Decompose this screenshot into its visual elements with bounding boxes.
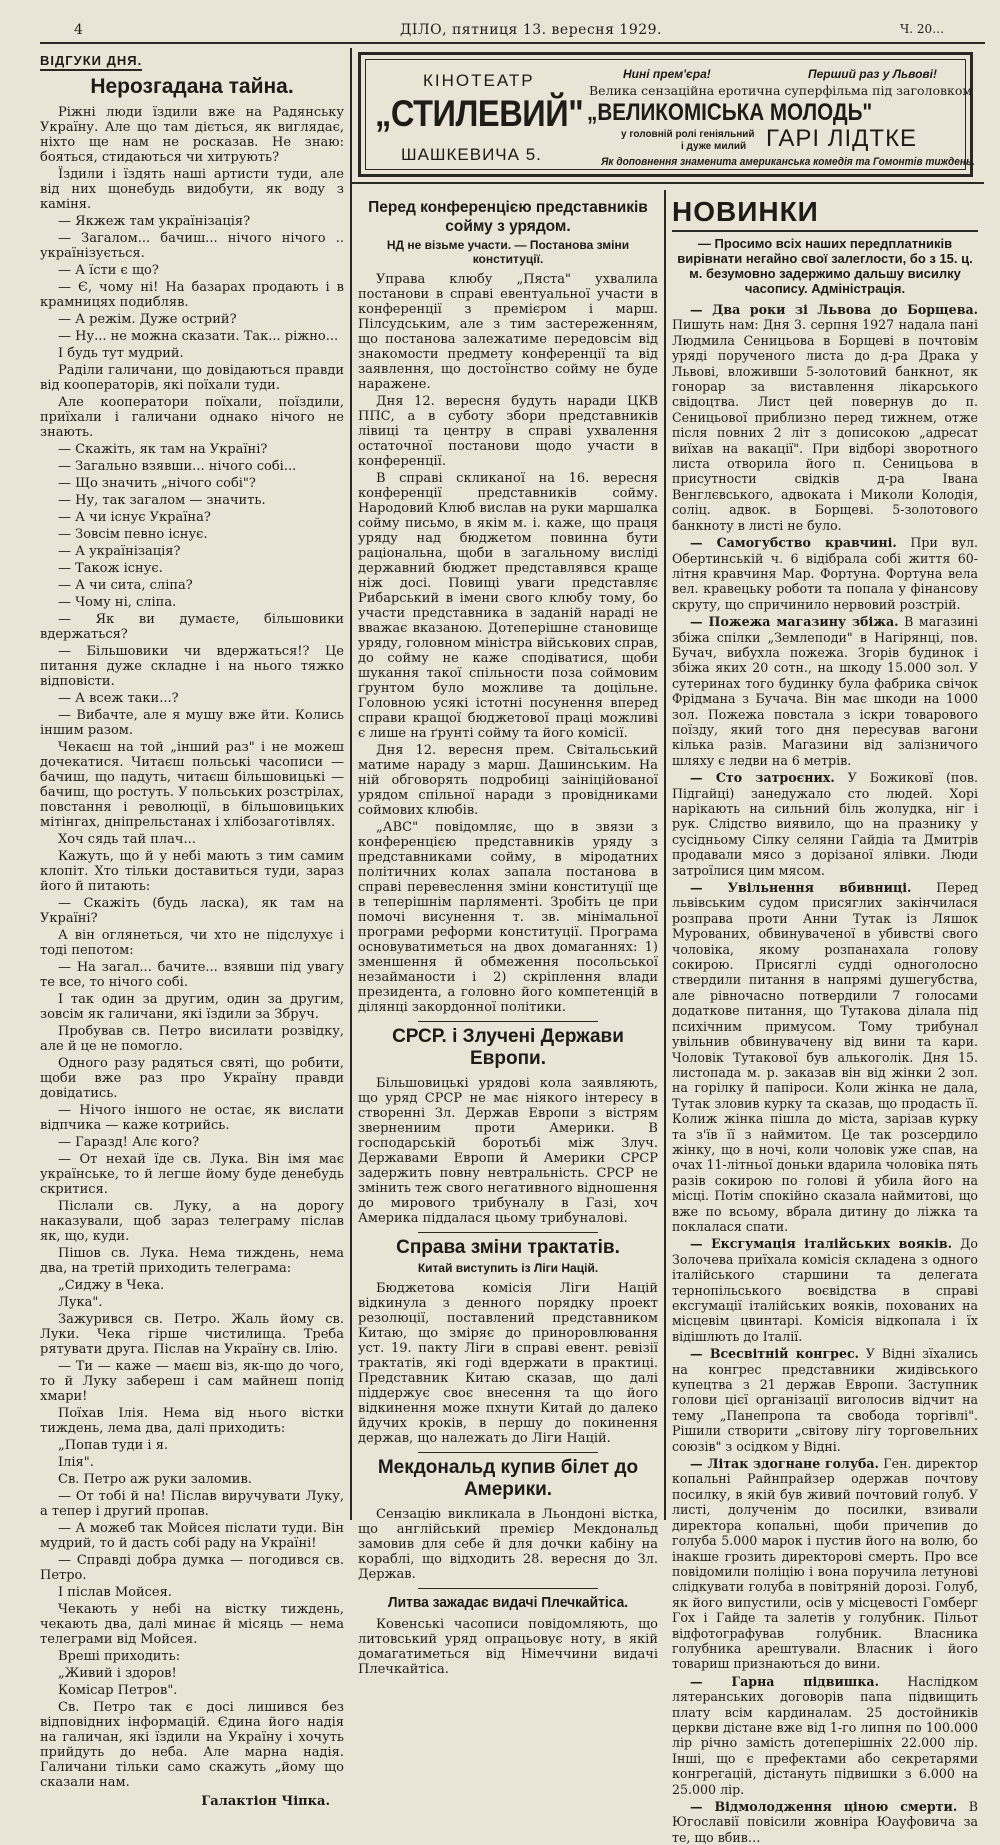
right-column [672,196,979,1845]
feuilleton-paragraph: І так один за другим, один за другим, зовсім як галичани, які їздили за Збруч. [40,992,344,1022]
news-section-title: НОВИНКИ [672,196,978,232]
news-item-text: При вул. Обертинській ч. 6 відібрала собі життя 60-літня кравчиня Мар. Фортуна. Фортуна вела вел. кравецьку роботи та попала у фінансову скруту, що спричинило нервовий розстрій. [672,535,978,612]
middle-column [358,198,659,1677]
article-5-headline: Литва зажадає видачі Плечкайтіса. [387,1594,629,1611]
news-item [672,302,978,533]
article-3-body [358,1281,658,1446]
ad-premiere: Нині прем'єра! [623,67,711,81]
feuilleton-paragraph: Їздили і їздять наші артисти туди, але від них щонебудь видобути, як воду з каміня. [40,167,344,212]
article-paragraph: Бюджетова комісія Ліги Націй відкинула з денного порядку проект резолюції, поставлений представником Китаю, що зміряє до приноровлювання уст. 19. пакту Ліги в справі евент. ревізії трактатів, які годі вдержати в практиці. Представник Китаю сказав, що далі піддержує своє внесення та що його відкинення може пхнути Китай до далеко йдучих кроків, в першу до покинення держав, що належать до Ліги Націй. [358,1281,658,1446]
feuilleton-paragraph: — Чому ні, сліпа. [58,595,177,610]
news-item-lead: — Два роки зі Львова до Борщева. [690,302,978,317]
feuilleton-paragraph: Пробував св. Петро висилати розвідку, але й це не помогло. [40,1024,344,1054]
feuilleton-paragraph: Хоч сядь тай плач... [58,832,196,847]
news-item-lead: — Увільнення вбивниці. [690,880,912,896]
news-item-text: Пишуть нам: Дня 3. серпня 1927 надала пані Людмила Сеницьова в Борщеві в почтовім уряді порученого листа до д-ра Драка у Львові, вложивши 5-золотовий банкнот, як гонорар за виставлення лікарського свідоцтва. Лист цей повернув до п. Сеницьової приблизно перед тижнем, отже після повних 2 літ з дописокою „адресат виїхав на вакації". При відборі зворотного листа отворила його п. Сеницьова в присутности свідків д-ра Івана Венглєвського, адвоката і Миколи Колодія, соліц. адвок. в Борщеві. 5-золотового банкноту в листі не було. [672,317,978,533]
feuilleton-paragraph: — Скажіть (будь ласка), як там на Україні? [40,896,344,926]
feuilleton-paragraph: — Якжеж там українізація? [58,214,251,229]
feuilleton-paragraph: — А можеб так Мойсея післати туди. Він мудрий, то й дасть собі раду на Україні! [40,1521,344,1551]
article-separator [418,1588,598,1589]
news-item-text: У Божиковї (пов. Підгайці) занедужало сто людей. Хорі нарікають на сильний біль жолудка, ніг і рук. Слідство виявило, що на празнику у сусідньому Сілку селяни Гайдіа та Дмитрів продавали мясо з дорізаної ялівки. Люди затроїлися цим мясом. [672,770,979,878]
news-item-lead: — Літак здогнане голуба. [690,1456,879,1472]
article-4-headline: Мекдональд купив білет до Америки. [377,1457,639,1500]
news-item-lead: — Пожежа магазину збіжа. [690,614,899,630]
news-item-lead: — Самогубство кравчині. [690,535,897,551]
feuilleton-body [40,105,344,1790]
feuilleton-paragraph: — А українізація? [58,544,181,559]
article-paragraph: Сензацію викликала в Льондоні вістка, що англійський премієр Мекдональд замовив для себе й для дочки кабіну на кораблі, що відходить 28. вересня до Зл. Держав. [358,1507,658,1582]
article-paragraph: В справі скликаної на 16. вересня конференції представників сойму. Народовий Клюб вислав на руки маршалка сойму письмо, в якім м. і. каже, що праця уряду над бюджетом повинна бути раціональна, щоби в загальному висліді державний бюджет представлявся краще ніж досі. Повищі уваги представляє Рибарський в імени свого клюбу тому, бо участи представника в заданій нараді не вважає вказаною. Дотеперішне становище уряду, головном міністра військових справ, до сойму не каже сподіватися, щоби шукання такої спільности поза соймовим ґрунтом було можливе та доцільне. Головною усякі істотні посунення вперед справи кращої бюджетової праці можливі є лише на ґрунті сойму та його комісії. [358,471,659,741]
article-5-body [358,1617,658,1677]
article-paragraph: „АВС" повідомляє, що в звязи з конференцією представників уряду з представниками сойму, в міродатних політичних колах запала постанова в справі перевеслення зміни конституції ще в теперішнім парляменті. Зробіть це при помочі висунення т. зв. мінімальної програми реформи конституції. Програма основуватиметься на двох домаганнях: 1) зменшення й обмеження посольської незайманости і 2) скріплення влади президента, а головно його компетенцій в ділянці закордонної політики. [358,820,658,1015]
ad-cinema-name: „СТИЛЕВИЙ" [375,93,584,134]
feuilleton-paragraph: — Нічого іншого не остає, як вислати відпчика — каже котрийсь. [40,1103,344,1133]
feuilleton-paragraph: „Попав туди і я. [58,1438,169,1453]
section-title: ВІДГУКИ ДНЯ. [40,53,142,71]
article-separator [418,1021,598,1022]
feuilleton-paragraph: „Сиджу в Чека. [58,1278,165,1293]
article-1-subhead: НД не візьме участи. — Постанова зміни конституції. [386,238,630,266]
feuilleton-paragraph: Вреші приходить: [58,1649,181,1664]
feuilleton-paragraph: Комісар Петров". [58,1683,178,1698]
ad-cinema-label: КІНОТЕАТР [423,71,535,90]
feuilleton-paragraph: Післали св. Луку, а на дорогу наказували, щоб зараз телеграму післав як, що, куди. [40,1199,344,1244]
ad-first-time: Перший раз у Львові! [808,67,937,81]
ad-role-note-2: і дуже милий [681,141,747,152]
feuilleton-paragraph: Зажурився св. Петро. Жаль йому св. Луки. Чека гірше чистилища. Треба рятувати друга. Післав на Україну св. Ілію. [40,1312,344,1357]
article-paragraph: Дня 12. вересня прем. Світальський матиме нараду з марш. Дашинським. На ній обговорять подробиці заініційованої урядом спільної наради з провідниками соймових клюбів. [358,743,658,818]
feuilleton-paragraph: Чекаєш на той „інший раз" і не можеш дочекатися. Читаєш польські часописи — бачиш, що падуть, читаєш більшовицькі — бачиш, що ростуть. У польських розстрілах, повстання і революції, в більшовицьких мітінгах, дніпрельстанах і хлібозаготівлях. [40,740,344,830]
feuilleton-paragraph: Але кооператори поїхали, поїздили, приїхали і галичани однако нічого не знають. [40,395,344,440]
feuilleton-paragraph: — От тобі й на! Післав виручувати Луку, а тепер і другий пропав. [40,1489,344,1519]
feuilleton-paragraph: І післав Мойсея. [58,1585,172,1600]
page-number: 4 [74,22,83,38]
feuilleton-paragraph: Раділи галичани, що довідаються правди від кооператорів, які поїхали туди. [40,363,344,393]
left-column [40,50,344,1809]
feuilleton-paragraph: — Справді добра думка — погодився св. Петро. [40,1553,344,1583]
news-item-text: В магазині збіжа спілки „Землеподи" в Нагірянці, пов. Бучач, вибухла пожежа. Згорів будинок і збіжа яких 20 сотн., на шкоду 15.000 зол. У сутеринах того будинку була фабрика свічок Фрідмана з Бучача. Він має шкоди на 1000 зол. Пожежа повстала з іскри товарового поїзду, який того дня пересував вагони кілька разів. Магазини від залізничого шляху є ледви на 6 метрів. [672,614,979,768]
news-item-text: Ген. директор копальні Райнпрайзер одержав почтову посилку, в якій був живий почтовий голуб. У листі, долученім до посилки, взивали директора копальні, щоби причепив до голуба 5.000 марок і пустив його на волю, бо інакше грозить директорові смерть. Про все повідомили поліцію і вона поручила летунові слідкувати голуба в повітряній дорозі. Голуб, як його випустили, осів у місцевості Гомберг Гох і Гайде та залетів у голубник. Пільот відфотографував голубник. Власника голубника арештували. Власник і його товариш признаються до вини. [672,1456,978,1672]
header-rule [40,42,985,44]
news-items [672,302,978,1845]
subscription-notice: — Просимо всіх наших передплатників вирівнати негайно свої залеглости, бо з 15. ц. м. безумовно задержимо дальшу висилку часопису. Адміністрація. [677,236,973,296]
news-item-lead: — Ексгумація італійських вояків. [690,1236,953,1252]
article-2-body [358,1076,658,1226]
ad-street: ШАШКЕВИЧА 5. [401,145,542,164]
feuilleton-paragraph: Кажуть, що й у небі мають з тим самим клопіт. Хто тільки доставиться туди, зараз його й питають: [40,849,344,894]
feuilleton-paragraph: Одного разу радяться святі, що робити, щоби вже раз про Україну правди довідатись. [40,1056,344,1101]
news-item-lead: — Всесвітній конгрес. [690,1346,860,1362]
feuilleton-paragraph: — Загалом... бачиш... нічого нічого .. українізується. [40,231,344,261]
article-4-body [358,1507,658,1582]
news-item [672,1346,978,1454]
article-1-body [358,272,658,1015]
news-item [672,535,978,612]
feuilleton-paragraph: — А чи сита, сліпа? [58,578,193,593]
feuilleton-paragraph: — Більшовики чи вдержаться!? Це питання дуже складне і на нього тяжко відповісти. [40,644,344,689]
feuilleton-paragraph: Пішов св. Лука. Нема тиждень, нема два, на третій приходить телеграма: [40,1246,344,1276]
ad-actor: ГАРІ ЛІДТКЕ [766,125,918,152]
news-item-text: До Золочева приїхала комісія складена з одного італійського старшини та делегата тернопільського воєвідства в справі ексгумації італійських вояків, похованих на місцевім цвинтарі. Комісія відкопала і їх відішлють до Італії. [672,1236,979,1344]
feuilleton-paragraph: Лука". [58,1295,103,1310]
column-rule-right [664,190,666,1520]
news-item-text: Перед львівським судом присяглих закінчилася розправа проти Анни Тутак із Ляшок Мурованих, обвинуваченої в убивстві свого чоловіка, якому розпанахала голову сокирою. Присяглі судді одноголосно ствердили питання в напрямі душегубства, але рівночасно потвердили 7 голосами додаткове питання, що Тутакова ділала під психічним примусом. Тому трибунал увільнив обвинувачену від вини та кари. Чоловік Тутакової був алькоголік. Дня 15. листопада м. р. заказав він від жінки 2 зол. на горілку й папіроси. Коли жінка не дала, Тутак зловив курку та сказав, що продасть її. Колиж жінка пішла до міста, зарізав курку та з'їв її з наймитом. Це так розсердило жінку, що в ночі, коли чоловік уже спав, на очах 11-літньої доньки вдарила чоловіка пять разів сокирою по голові й убила його на місці. Потім спокійно сказала наймитові, що вже по всьому, вбрала дитину до ліжка та поклалася спати. [672,880,978,1234]
news-item [672,1799,978,1845]
article-paragraph: Управа клюбу „Пяста" ухвалила постанови в справі евентуальної участи в конференції з премієром і марш. Пілсудським, але з тим застереженням, що постанова залежатиме передовсім від знакомости предмету конференції та від заявлення, що достоїнство сойму не буде наражене. [358,272,658,392]
feuilleton-paragraph: — На загал... бачите... взявши під увагу те все, то нічого собі. [40,960,344,990]
feuilleton-paragraph: — Скажіть, як там на Україні? [58,442,268,457]
feuilleton-paragraph: — Вибачте, але я мушу вже йти. Колись іншим разом. [40,708,344,738]
ad-film-title: „ВЕЛИКОМІСЬКА МОЛОДЬ" [587,99,873,126]
feuilleton-paragraph: — А всеж таки...? [58,691,179,706]
feuilleton-paragraph: — Що значить „нічого собі"? [58,476,256,491]
news-item [672,614,978,768]
issue-number: Ч. 20… [900,22,945,36]
article-1-headline: Перед конференцією представників сойму з урядом. [368,199,648,235]
news-item-text: У Відні зїхались на конгрес представники жидівського купецтва з 21 держав Европи. Заступник голови цієї організації виголосив відчит на тему „Панепропа та свобода торгівлі". Рішили створити „світову лігу торговельних союзів" з осідком у Відні. [672,1346,978,1454]
feuilleton-paragraph: Св. Петро так є досі лишився без відповідних інформацій. Єдина його надія на галичан, які їздили на Україну і хочуть прийдуть до неба. Але марна надія. Галичани тільки само скажуть „йому що сказали нам. [40,1700,344,1790]
feuilleton-paragraph: — Як ви думаєте, більшовики вдержаться? [40,612,344,642]
feuilleton-paragraph: Ріжні люди їздили вже на Радянську Україну. Але що там діється, як виглядає, ніхто ще нам не росказав. Не знаю: бояться, стидаються чи хитрують? [40,105,344,165]
news-item-lead: — Гарна підвишка. [690,1673,879,1689]
article-3-subhead: Китай виступить із Ліги Націй. [417,1261,599,1275]
feuilleton-paragraph: Ілія". [58,1455,94,1470]
feuilleton-paragraph: — А їсти є що? [58,263,159,278]
feuilleton-paragraph: Поїхав Ілія. Нема від нього вістки тиждень, лема два, далі приходить: [40,1406,344,1436]
feuilleton-paragraph: — Ну, так загалом — значить. [58,493,266,508]
news-item [672,1236,978,1344]
newspaper-title-date: ДІЛО, пятниця 13. вересня 1929. [400,22,662,38]
feuilleton-paragraph: — От нехай їде св. Лука. Він імя має українське, то й легше йому буде денебудь скритися. [40,1152,344,1197]
ad-role-note-1: у головній ролі геніяльний [621,129,755,140]
article-paragraph: Дня 12. вересня будуть наради ЦКВ ППС, а в суботу збори представників лівиці та центру в справі ухвалення остаточної постанови щодо участи в конференції. [358,394,658,469]
column-rule-left [350,48,352,1520]
ad-bottom-rule [352,182,984,184]
news-item-text: В Югославії повісили жовніра Юауфовича за те, що вбив… [672,1799,979,1845]
news-item-lead: — Сто затроєних. [690,770,835,786]
cinema-advertisement [358,52,973,177]
feuilleton-headline: Нерозгадана тайна. [90,75,294,98]
feuilleton-paragraph: — Зовсім певно існує. [58,527,208,542]
news-item [672,1674,978,1797]
article-separator [418,1232,598,1233]
feuilleton-paragraph: — А чи існує Україна? [58,510,211,525]
feuilleton-paragraph: — Ти — каже — маєш віз, як-що до чого, то й Луку забереш і сам майнеш попід хмари! [40,1359,344,1404]
feuilleton-paragraph: — А режім. Дуже острий? [58,312,237,327]
feuilleton-paragraph: Чекають у небі на вістку тиждень, чекають два, далі минає й місяць — нема телеграми від Мойсея. [40,1602,344,1647]
feuilleton-paragraph: — Також існує. [58,561,163,576]
feuilleton-signature: Галактіон Чіпка. [201,1794,330,1809]
news-item [672,1456,978,1672]
news-item [672,880,978,1234]
feuilleton-paragraph: Св. Петро аж руки заломив. [58,1472,252,1487]
feuilleton-paragraph: І будь тут мудрий. [58,346,184,361]
feuilleton-paragraph: „Живий і здоров! [58,1666,177,1681]
news-item-text: Наслідком лятеранських договорів папа підвищить плату всім кардиналам. 25 достойників церкви дістане вже від 1-го липня по 100.000 лір річно замість дотеперішніх 22.000 лір. Інші, що є префектами або секретарями конгрегацій, дістануть підвишки з 6.000 на 25.000 лір. [672,1673,978,1797]
feuilleton-paragraph: — Загально взявши... нічого собі... [58,459,297,474]
feuilleton-paragraph: — Ну... не можна сказати. Так... ріжно... [58,329,339,344]
feuilleton-paragraph: А він оглянеться, чи хто не підслухує і тоді пепотом: [40,928,344,958]
news-item [672,770,978,878]
feuilleton-paragraph: — Гаразд! Алє кого? [58,1135,200,1150]
article-paragraph: Ковенські часописи повідомляють, що литовський уряд опрацьовує ноту, в якій домагатиметься від Німеччини видачі Плечкайтіса. [358,1617,658,1677]
news-item-lead: — Відмолодження ціною смерти. [690,1799,958,1814]
article-separator [418,1452,598,1453]
article-paragraph: Більшовицькі урядові кола заявляють, що уряд СРСР не має ніякого інтересу в створенні Зл. Держав Европи з вістрям звернениим проти Америки. В господарській боротьбі між Злуч. Державами Европи й Америки СРСР задержить повну невтральність. СРСР не змінить теж свого негативного відношення до мирового трибуналу в Газі, хоч Америка піддалася цьому трибуналові. [358,1076,658,1226]
article-2-headline: СРСР. і Злучені Держави Европи. [392,1026,624,1069]
article-3-headline: Справа зміни трактатів. [396,1237,620,1258]
ad-addition: Як доповнення знаменита американська комедія та Гомонтів тиждень. [601,156,975,168]
ad-tagline: Велика сензаційна еротична суперфільма під заголовком [589,83,973,98]
feuilleton-paragraph: — Є, чому ні! На базарах продають і в крамницях подибляв. [40,280,344,310]
